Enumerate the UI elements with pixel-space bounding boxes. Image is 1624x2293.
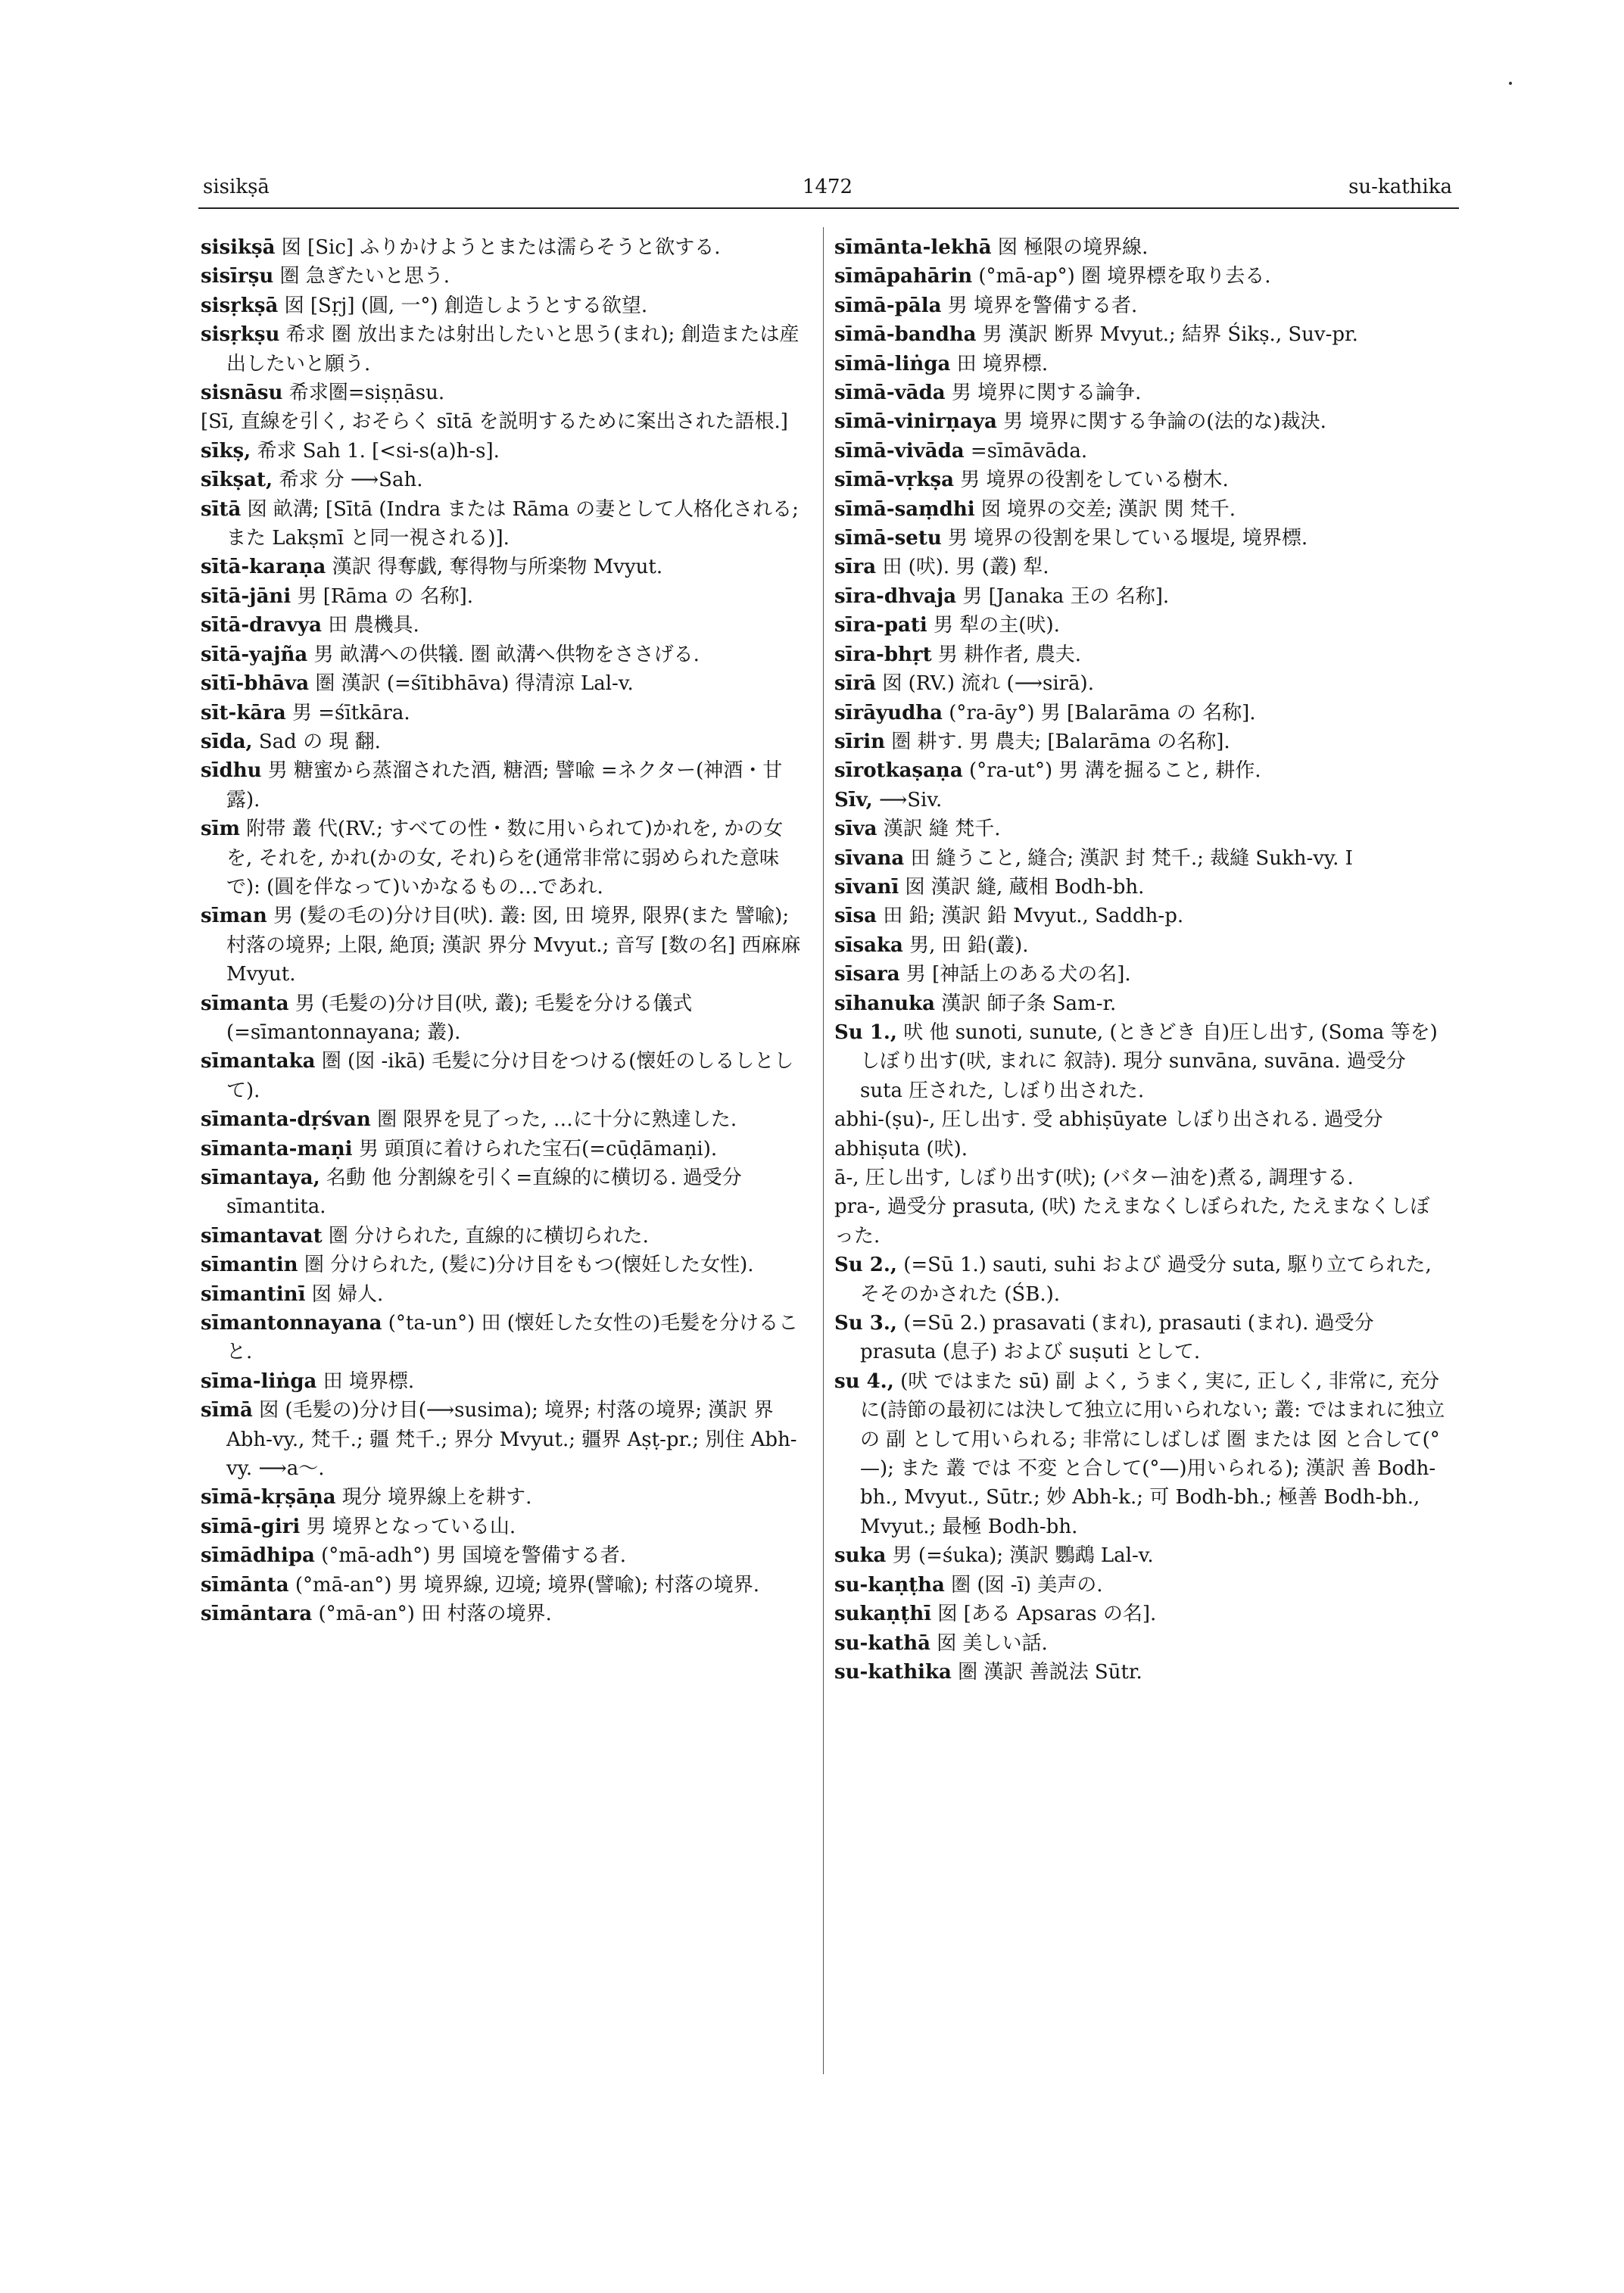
dictionary-entry	[201, 291, 806, 320]
dictionary-entry	[201, 1571, 806, 1600]
dictionary-entry	[201, 1541, 806, 1570]
dictionary-entry	[201, 495, 806, 553]
dictionary-entry	[834, 669, 1449, 698]
dictionary-entry	[201, 640, 806, 669]
entry-headword: sītā-yajña	[201, 643, 308, 666]
dictionary-entry	[201, 1309, 806, 1367]
right-column	[834, 233, 1449, 1687]
entry-definition: =sīmāvāda.	[970, 439, 1088, 463]
entry-headword: su 4.,	[834, 1369, 894, 1393]
dictionary-entry	[201, 699, 806, 727]
dictionary-entry	[834, 1658, 1449, 1687]
entry-definition: 囡 婦人.	[311, 1282, 384, 1306]
entry-headword: sīmā-vṛkṣa	[834, 469, 954, 492]
entry-headword: sīmā-pāla	[834, 294, 942, 317]
entry-headword: sīt-kāra	[201, 701, 286, 724]
entry-definition: 圏 漢訳 善説法 Sūtr.	[958, 1660, 1142, 1684]
column-divider	[823, 227, 824, 2074]
entry-definition: 田 鉛; 漢訳 鉛 Mvyut., Saddh-p.	[883, 905, 1184, 928]
dictionary-entry	[201, 815, 806, 902]
dictionary-entry	[201, 1047, 806, 1105]
entry-definition: 男, 田 鉛(叢).	[909, 933, 1029, 957]
entry-definition: 名動 他 分割線を引く=直線的に横切る. 過受分 sīmantita.	[226, 1167, 742, 1219]
dictionary-entry	[834, 233, 1449, 262]
entry-headword: Su 3.,	[834, 1312, 897, 1335]
entry-definition: 男 頭頂に着けられた宝石(=cūḍāmaṇi).	[358, 1137, 718, 1161]
dictionary-entry	[834, 1309, 1449, 1367]
entry-headword: sītā-jāni	[201, 584, 291, 608]
entry-definition: 吠 他 sunoti, sunute, (ときどき 自)圧し出す, (Soma 等を)しぼり出す(吠, まれに 叙詩). 現分 sunvāna, suvāna. 過受分 suta 圧された, しぼり出された.	[860, 1020, 1438, 1102]
entry-definition: 男 境界を警備する者.	[947, 294, 1138, 317]
dictionary-entry	[834, 1251, 1449, 1309]
entry-definition: (°ra-ut°) 男 溝を掘ること, 耕作.	[968, 759, 1261, 783]
dictionary-entry	[834, 960, 1449, 989]
entry-definition: ⟶Siv.	[878, 788, 943, 812]
entry-definition: 圏 限界を見了った, …に十分に熟達した.	[377, 1108, 737, 1132]
entry-definition: 男 境界に関する争論の(法的な)裁決.	[1003, 410, 1326, 434]
entry-definition: 男 境界の役割をしている樹木.	[960, 469, 1229, 492]
dictionary-entry	[834, 407, 1449, 436]
dictionary-entry	[201, 756, 806, 815]
dictionary-entry	[201, 379, 806, 407]
dictionary-entry	[834, 1192, 1449, 1251]
entry-definition: 男 =śītkāra.	[292, 701, 410, 724]
dictionary-entry	[834, 1367, 1449, 1541]
entry-headword: sisṛkṣā	[201, 294, 279, 317]
entry-headword: su-kathika	[834, 1660, 952, 1684]
entry-headword: sīkṣ,	[201, 439, 251, 463]
entry-definition: 田 境界標.	[323, 1369, 415, 1393]
entry-definition: (=Sū 1.) sauti, suhi および 過受分 suta, 駆り立てられた, そそのかされた (ŚB.).	[860, 1254, 1432, 1306]
entry-definition: 漢訳 師子条 Sam-r.	[941, 992, 1117, 1015]
entry-definition: pra-, 過受分 prasuta, (吠) たえまなくしぼられた, たえまなくしぼった.	[834, 1195, 1430, 1248]
dictionary-entry	[201, 1164, 806, 1222]
entry-headword: sīrotkaṣaṇa	[834, 759, 963, 783]
dictionary-entry	[834, 611, 1449, 640]
dictionary-entry	[201, 1483, 806, 1512]
entry-definition: 男 境界の役割を果している堰堤, 境界標.	[948, 527, 1308, 550]
dictionary-entry	[201, 320, 806, 379]
page-number: 1472	[802, 176, 853, 198]
entry-headword: sīra	[834, 556, 877, 579]
entry-definition: 圏 漢訳 (=śītibhāva) 得清涼 Lal-v.	[315, 672, 634, 696]
entry-definition: 男 [Janaka 王の 名称].	[962, 584, 1170, 608]
entry-definition: 希求 Sah 1. [<si-s(a)h-s].	[257, 439, 500, 463]
entry-definition: 囡 境界の交差; 漢訳 関 梵千.	[980, 497, 1236, 521]
entry-headword: sīmā-liṅga	[834, 352, 951, 375]
dictionary-entry	[834, 524, 1449, 553]
entry-headword: sīmā-vāda	[834, 382, 946, 405]
entry-definition: 希求圏=siṣṇāsu.	[288, 382, 445, 405]
dictionary-entry	[201, 407, 806, 436]
entry-definition: 希求 分 ⟶Sah.	[279, 469, 423, 492]
dictionary-entry	[834, 873, 1449, 902]
entry-definition: 田 境界標.	[956, 352, 1049, 375]
entry-definition: 囡 [ある Apsaras の名].	[937, 1603, 1157, 1626]
entry-headword: sīman	[201, 905, 267, 928]
entry-definition: 田 (吠). 男 (叢) 犁.	[882, 556, 1049, 579]
dictionary-entry	[201, 437, 806, 466]
dictionary-entry	[201, 1222, 806, 1251]
entry-headword: su-kathā	[834, 1631, 930, 1655]
dictionary-entry	[834, 1571, 1449, 1600]
dictionary-entry	[201, 262, 806, 291]
entry-headword: sītā-karaṇa	[201, 556, 326, 579]
dictionary-entry	[201, 233, 806, 262]
entry-definition: 男 (髪の毛の)分け目(吠). 叢: 囡, 田 境界, 限界(また 譬喩); 村落の境界; 上限, 絶頂; 漢訳 界分 Mvyut.; 音写 [数の名] 西麻麻 Mvyut.	[226, 905, 801, 986]
entry-definition: Sad の 現 翻.	[258, 730, 381, 753]
entry-definition: 圏 分けられた, 直線的に横切られた.	[328, 1224, 649, 1248]
dictionary-entry	[201, 466, 806, 494]
dictionary-entry	[834, 379, 1449, 407]
entry-headword: sīsaka	[834, 933, 903, 957]
dictionary-entry	[834, 727, 1449, 756]
entry-headword: sīdhu	[201, 759, 262, 783]
dictionary-entry	[201, 1105, 806, 1134]
running-head	[203, 176, 1452, 206]
entry-headword: sīvana	[834, 846, 905, 870]
entry-headword: sītā	[201, 497, 242, 521]
entry-headword: sīmādhipa	[201, 1544, 315, 1568]
dictionary-entry	[834, 320, 1449, 349]
entry-headword: sīmanta-dṛśvan	[201, 1108, 371, 1132]
dictionary-entry	[201, 553, 806, 581]
entry-headword: sukaṇṭhī	[834, 1603, 932, 1626]
entry-definition: 囡 極限の境界線.	[997, 236, 1149, 259]
entry-headword: sīmantonnayana	[201, 1312, 382, 1335]
entry-definition: 男 境界となっている山.	[306, 1515, 516, 1538]
entry-headword: sīkṣat,	[201, 469, 273, 492]
dictionary-entry	[201, 989, 806, 1048]
entry-definition: 希求 圏 放出または射出したいと思う(まれ); 創造または産出したいと願う.	[226, 323, 800, 375]
header-right-guideword: su-kathika	[1348, 176, 1452, 198]
entry-definition: 囡 漢訳 縫, 蔵相 Bodh-bh.	[905, 875, 1145, 899]
header-rule	[198, 207, 1459, 209]
entry-definition: ā-, 圧し出す, しぼり出す(吠); (バター油を)煮る, 調理する.	[834, 1167, 1354, 1189]
entry-headword: sīmā-vinirṇaya	[834, 410, 997, 434]
entry-headword: sīsara	[834, 963, 900, 986]
entry-headword: sīmantin	[201, 1254, 298, 1277]
entry-headword: sisīrṣu	[201, 265, 274, 288]
entry-definition: 囡 [Sṛj] (圓, 一°) 創造しようとする欲望.	[284, 294, 648, 317]
entry-headword: sīra-dhvaja	[834, 584, 957, 608]
entry-definition: 男 犁の主(吠).	[934, 614, 1060, 637]
dictionary-entry	[834, 815, 1449, 843]
entry-definition: 圏 (囡 -ikā) 毛髪に分け目をつける(懐妊のしるしとして).	[226, 1050, 794, 1102]
entry-definition: 漢訳 縫 梵千.	[883, 818, 1001, 841]
entry-definition: (°ta-un°) 田 (懐妊した女性の)毛髪を分けること.	[226, 1312, 799, 1364]
entry-headword: sīmā	[201, 1399, 253, 1422]
entry-definition: 漢訳 得奪戯, 奪得物与所楽物 Mvyut.	[332, 556, 663, 579]
entry-headword: sīrin	[834, 730, 885, 753]
entry-headword: sīmantaya,	[201, 1167, 320, 1189]
dictionary-entry	[201, 727, 806, 756]
dictionary-entry	[834, 495, 1449, 524]
dictionary-entry	[201, 1396, 806, 1483]
entry-headword: sīra-bhṛt	[834, 643, 932, 666]
entry-headword: Su 2.,	[834, 1254, 897, 1277]
header-left-guideword: sisikṣā	[203, 176, 270, 198]
entry-definition: 囡 美しい話.	[937, 1631, 1048, 1655]
dictionary-entry	[201, 1367, 806, 1396]
entry-headword: sīmā-bandha	[834, 323, 977, 347]
left-column	[201, 233, 806, 1629]
dictionary-entry	[834, 1105, 1449, 1164]
entry-headword: sīra-pati	[834, 614, 927, 637]
dictionary-entry	[834, 902, 1449, 930]
entry-definition: (°mā-an°) 男 境界線, 辺境; 境界(譬喩); 村落の境界.	[295, 1573, 760, 1597]
entry-headword: sīmānta	[201, 1573, 289, 1597]
entry-headword: sīmā-vivāda	[834, 439, 965, 463]
entry-headword: sisikṣā	[201, 236, 276, 259]
dictionary-entry	[834, 844, 1449, 873]
entry-definition: 男 [神話上のある犬の名].	[906, 963, 1131, 986]
entry-headword: sīrāyudha	[834, 701, 943, 724]
entry-definition: 附帯 叢 代(RV.; すべての性・数に用いられて)かれを, かの女を, それを, かれ(かの女, それ)らを(通常非常に弱められた意味で): (圓を伴なって)いかなるもの…であれ.	[226, 818, 784, 899]
entry-definition: 田 縫うこと, 縫合; 漢訳 封 梵千.; 裁縫 Sukh-vy. I	[910, 846, 1353, 870]
entry-headword: sīvanī	[834, 875, 899, 899]
entry-headword: sīm	[201, 818, 241, 841]
entry-headword: sīmā-kṛṣāṇa	[201, 1486, 336, 1509]
dictionary-entry	[834, 989, 1449, 1018]
entry-headword: sisnāsu	[201, 382, 283, 405]
entry-definition: 囡 [Sic] ふりかけようとまたは濡らそうと欲する.	[281, 236, 721, 259]
entry-definition: 囡 (毛髪の)分け目(⟶susima); 境界; 村落の境界; 漢訳 界 Abh-vy., 梵千.; 疆 梵千.; 界分 Mvyut.; 疆界 Aṣṭ-pr.; 別住 Abh-vy. ⟶a〜.	[226, 1399, 797, 1481]
entry-definition: 男 [Rāma の 名称].	[297, 584, 474, 608]
entry-definition: 男 境界に関する論争.	[951, 382, 1142, 405]
entry-headword: su-kaṇṭha	[834, 1573, 945, 1597]
dictionary-entry	[201, 1251, 806, 1279]
entry-headword: sīmā-giri	[201, 1515, 301, 1538]
dictionary-entry	[834, 786, 1449, 815]
dictionary-entry	[201, 902, 806, 989]
dictionary-entry	[834, 437, 1449, 466]
entry-headword: sīmanta	[201, 992, 289, 1015]
entry-definition: 圏 急ぎたいと思う.	[279, 265, 450, 288]
dictionary-entry	[834, 756, 1449, 785]
dictionary-entry	[834, 466, 1449, 494]
entry-definition: 男 (毛髪の)分け目(吠, 叢); 毛髪を分ける儀式(=sīmantonnayana; 叢).	[226, 992, 693, 1044]
dictionary-entry	[834, 291, 1449, 320]
entry-definition: 圏 耕す. 男 農夫; [Balarāma の名称].	[891, 730, 1230, 753]
entry-definition: (°ra-āy°) 男 [Balarāma の 名称].	[949, 701, 1256, 724]
entry-headword: sīda,	[201, 730, 253, 753]
entry-headword: sīmantavat	[201, 1224, 323, 1248]
entry-headword: sītā-dravya	[201, 614, 322, 637]
entry-definition: (°mā-adh°) 男 国境を警備する者.	[321, 1544, 627, 1568]
dictionary-entry	[834, 640, 1449, 669]
entry-definition: (吠 ではまた sū) 副 よく, うまく, 実に, 正しく, 非常に, 充分に(詩節の最初には決して独立に用いられない; 叢: ではまれに独立の 副 として用いられる; 非常にしばしば 圏 または 囡 と合して(°—); また 叢 では 不変 と合して(°—)用いられる); 漢訳 善 Bodh-bh., Mvyut., Sūtr.; 妙 Abh-k.; 可 Bodh-bh.; 極善 Bodh-bh., Mvyut.; 最極 Bodh-bh.	[860, 1369, 1445, 1538]
entry-headword: sīmāntara	[201, 1603, 313, 1626]
entry-headword: sīhanuka	[834, 992, 935, 1015]
entry-definition: abhi-(ṣu)-, 圧し出す. 受 abhiṣūyate しぼり出される. 過受分 abhiṣuta (吠).	[834, 1108, 1383, 1161]
entry-definition: 圏 分けられた, (髪に)分け目をもつ(懐妊した女性).	[304, 1254, 754, 1277]
entry-definition: [Sī, 直線を引く, おそらく sītā を説明するために案出された語根.]	[201, 410, 788, 434]
entry-headword: sīma-liṅga	[201, 1369, 317, 1393]
entry-definition: 囡 (RV.) 流れ (⟶sirā).	[882, 672, 1094, 696]
entry-headword: sīmānta-lekhā	[834, 236, 992, 259]
entry-definition: (°mā-ap°) 圏 境界標を取り去る.	[978, 265, 1271, 288]
dictionary-entry	[201, 1280, 806, 1309]
dictionary-entry	[834, 699, 1449, 727]
entry-headword: sīsa	[834, 905, 877, 928]
entry-definition: (°mā-an°) 田 村落の境界.	[318, 1603, 552, 1626]
dictionary-entry	[201, 1600, 806, 1628]
dictionary-entry	[834, 350, 1449, 379]
entry-headword: Sīv,	[834, 788, 873, 812]
dictionary-entry	[834, 1541, 1449, 1570]
dictionary-entry	[834, 1164, 1449, 1192]
speck-mark	[1509, 82, 1512, 85]
dictionary-entry	[201, 611, 806, 640]
dictionary-entry	[201, 582, 806, 611]
entry-definition: 囡 畝溝; [Sītā (Indra または Rāma の妻として人格化される; また Lakṣmī と同一視される)].	[226, 497, 799, 550]
dictionary-entry	[834, 1600, 1449, 1628]
dictionary-entry	[834, 1629, 1449, 1658]
entry-headword: suka	[834, 1544, 887, 1568]
entry-definition: 男 (=śuka); 漢訳 鸚鵡 Lal-v.	[892, 1544, 1154, 1568]
entry-definition: 男 畝溝への供犠. 圏 畝溝へ供物をささげる.	[313, 643, 700, 666]
dictionary-entry	[834, 582, 1449, 611]
entry-headword: sīmā-saṃdhi	[834, 497, 975, 521]
entry-headword: sīmanta-maṇi	[201, 1137, 353, 1161]
entry-headword: sīva	[834, 818, 877, 841]
dictionary-entry	[201, 1135, 806, 1164]
dictionary-entry	[834, 553, 1449, 581]
entry-definition: 田 農機具.	[328, 614, 419, 637]
entry-definition: 圏 (囡 -ī) 美声の.	[951, 1573, 1103, 1597]
dictionary-entry	[201, 669, 806, 698]
entry-headword: sīmantinī	[201, 1282, 306, 1306]
dictionary-entry	[834, 931, 1449, 960]
dictionary-entry	[834, 1018, 1449, 1105]
entry-headword: sīrā	[834, 672, 877, 696]
entry-headword: sīmantaka	[201, 1050, 316, 1073]
entry-headword: sisṛkṣu	[201, 323, 280, 347]
entry-headword: sīmā-setu	[834, 527, 942, 550]
entry-headword: sītī-bhāva	[201, 672, 310, 696]
entry-headword: Su 1.,	[834, 1020, 897, 1044]
entry-definition: 男 漢訳 断界 Mvyut.; 結界 Śikṣ., Suv-pr.	[982, 323, 1358, 347]
dictionary-entry	[834, 262, 1449, 291]
entry-definition: (=Sū 2.) prasavati (まれ), prasauti (まれ). 過受分 prasuta (息子) および suṣuti として.	[860, 1312, 1374, 1364]
dictionary-entry	[201, 1513, 806, 1541]
entry-definition: 現分 境界線上を耕す.	[341, 1486, 532, 1509]
entry-definition: 男 糖蜜から蒸溜された酒, 糖酒; 譬喩 =ネクター(神酒・甘露).	[226, 759, 783, 812]
entry-definition: 男 耕作者, 農夫.	[937, 643, 1081, 666]
entry-headword: sīmāpahārin	[834, 265, 973, 288]
